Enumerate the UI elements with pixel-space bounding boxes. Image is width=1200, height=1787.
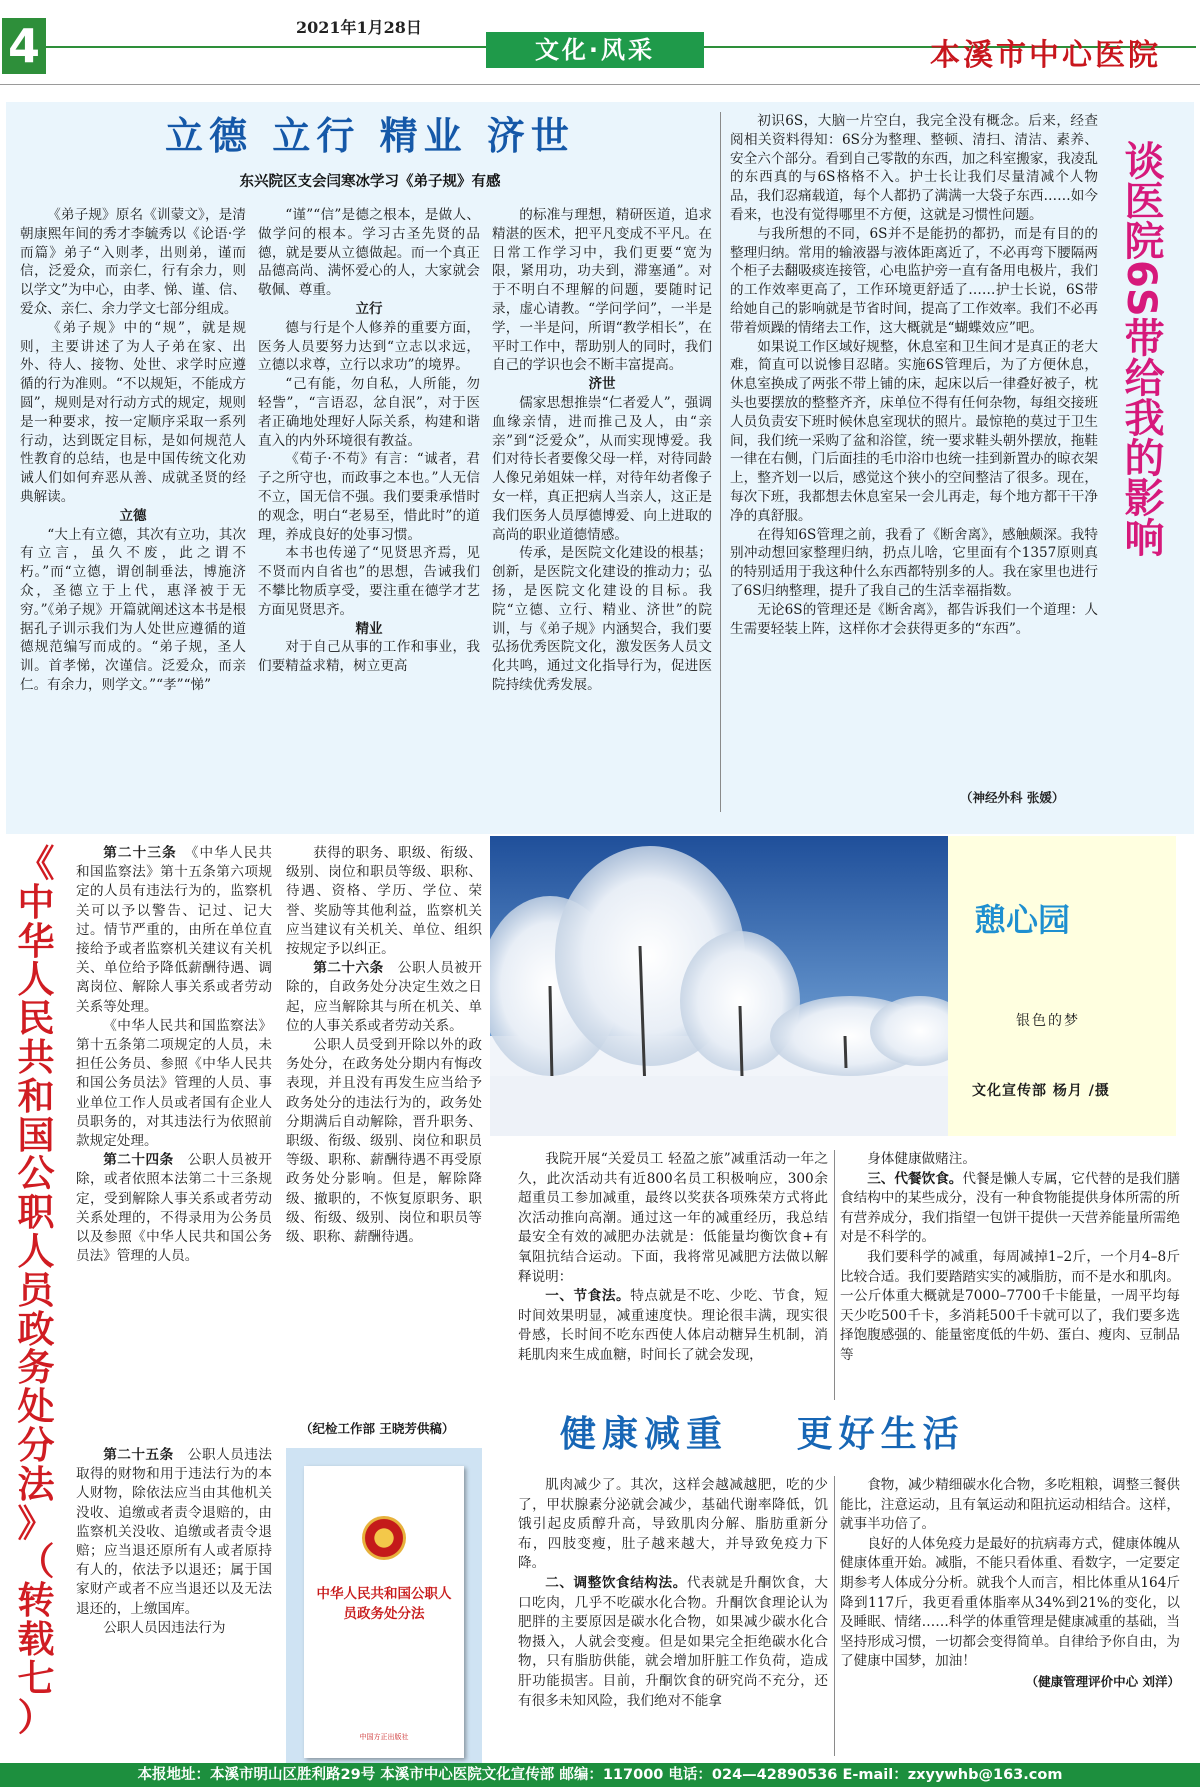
article3-title-part-1: 健康减重 [560,1414,729,1455]
article2-body [730,112,1098,812]
law-title-char: 》 [17,1501,55,1545]
paragraph: 传承，是医院文化建设的根基；创新，是医院文化建设的推动力；弘扬，是医院文化建设的目标。我院“立德、立行、精业、济世”的院训，与《弟子规》内涵契合，我们要弘扬优秀医院文化，激发医务人员文化共鸣，通过文化指导行为，促进医院持续优秀发展。 [492,545,712,693]
book-title: 中华人民共和国公职人员政务处分法 [316,1586,452,1622]
section-tab: 文化·风采 [486,32,704,68]
column-divider [720,112,721,812]
paragraph: 良好的人体免疫力是最好的抗病毒方式，健康体魄从健康体重开始。减脂，不能只看体重、看数字，一定要定期参考人体成分分析。就我个人而言，相比体重从164斤降到117斤，我更看重体脂率从34%到21%的变化，以及睡眠、情绪……科学的体重管理是健康减重的基础，当坚持形成习惯，一切都会变得简单。自律给予你自由，为了健康中国梦，加油！ [840,1535,1180,1670]
issue-date: 2021年1月28日 [290,18,428,38]
book-cover-frame [286,1448,482,1776]
paragraph: 身体健康做赌注。 [867,1151,976,1167]
law-title-char: 职 [17,1191,55,1235]
law-vertical-title [6,842,66,1770]
law-title-char: 分 [17,1423,55,1467]
paper-name: 本溪市中心医院 [930,38,1161,73]
paragraph: 《中华人民共和国监察法》第十五条第二项规定的人员，未担任公务员、参照《中华人民共和国公务员法》管理的人员、事业单位工作人员或者国有企业人员职务的，对其违法行为依照前款规定处理。 [76,1017,272,1150]
paragraph: 本书也传递了“见贤思齐焉，见不贤而内自省也”的思想，告诫我们不攀比物质享受，要注重在德学才艺方面见贤思齐。 [258,545,480,618]
paragraph: 初识6S，大脑一片空白，我完全没有概念。后来，经查阅相关资料得知：6S分为整理、整顿、清扫、清洁、素养、安全六个部分。看到自己零散的东西，加之科室搬家，我凌乱的东西真的与6S格格不入。护士长让我们尽量清减个人物品，我们忍痛载道，每个人都扔了满满一大袋子东西……如今看来，也没有觉得哪里不方便，这就是习惯性问题。 [730,113,1098,223]
law-title-char: ） [17,1695,55,1739]
law-title-char: 法 [17,1462,55,1506]
article3-column-4 [840,1476,1180,1776]
article3-column-1 [518,1150,828,1410]
law-title-char: 人 [17,958,55,1002]
paragraph: “大上有立德，其次有立功，其次有立言，虽久不废，此之谓不朽。”而“立德，谓创制垂法，博施济众，圣德立于上代，惠泽被于无穷。”《弟子规》开篇就阐述这本书是根据孔子训示我们为人处世应遵循的道德规范编写而成的。“弟子规，圣人训。首孝悌，次谨信。泛爱众，而亲仁。有余力，则学文。”“孝”“悌” [20,526,246,693]
law-title-char: 处 [17,1385,55,1429]
law-signature: （纪检工作部 王晓芳供稿） [300,1421,455,1436]
law-title-char: 务 [17,1346,55,1390]
paragraph: 第二十三条 《中华人民共和国监察法》第十五条第六项规定的人员有违法行为的，监察机关可以予以警告、记过、记大过。情节严重的，由所在单位直接给予或者监察机关建议有关机关、单位给予降低薪酬待遇、调离岗位、解除人事关系或者劳动关系等处理。 [76,845,273,1015]
paragraph: 肌肉减少了。其次，这样会越减越肥，吃的少了，甲状腺素分泌就会减少，基础代谢率降低，饥饿引起皮质醇升高，导致肌肉分解、脂肪重新分布，四肢变瘦，肚子越来越大，并导致免疫力下降。 [518,1477,828,1572]
paragraph: 第二十四条 公职人员被开除，或者依照本法第二十三条规定，受到解除人事关系或者劳动关系处理的，不得录用为公务员以及参照《中华人民共和国公务员法》管理的人员。 [76,1152,273,1265]
law-title-char: 华 [17,919,55,963]
photo-credit: 文化宣传部 杨月 /摄 [972,1083,1110,1099]
paragraph: 的标准与理想，精研医道，追求精湛的医术，把平凡变成不平凡。在日常工作学习中，我们更要“宽为限，紧用功，功夫到，滞塞通”。对于不明白不理解的问题，要随时记录，虚心请教。“学问学问”，一半是学，一半是问，所谓“教学相长”，在平时工作中，帮助别人的同时，我们自己的学识也会不断丰富提高。 [492,207,712,374]
column-divider [834,1476,835,1756]
paragraph: 三、代餐饮食。代餐是懒人专属，它代替的是我们膳食结构中的某些成分，没有一种食物能提供身体所需的所有营养成分，我们指望一包饼干提供一天营养能量所需绝对是不科学的。 [840,1170,1181,1246]
law-title-char: 公 [17,1152,55,1196]
law-title-char: 国 [17,1113,55,1157]
law-title-char: （ [17,1540,55,1584]
law-title-char: 七 [17,1656,55,1700]
law-title-char: 人 [17,1229,55,1273]
paragraph: 公职人员因违法行为 [103,1619,226,1636]
law-title-char: 政 [17,1307,55,1351]
snow-trees-photo [490,836,948,1136]
paragraph: 我们要科学的减重，每周减掉1–2斤，一个月4–8斤比较合适。我们要踏踏实实的减脂肪，而不是水和肌肉。一公斤体重大概就是7000–7700千卡能量，一周平均每天少吃500千卡，多消耗500千卡就可以了，我们要多选择饱腹感强的、能量密度低的牛奶、蛋白、瘦肉、豆制品等 [840,1248,1180,1363]
article3-title [490,1405,1190,1465]
article2-signature: （神经外科 张媛） [960,790,1065,805]
law-title-char: 载 [17,1617,55,1661]
photo-title: 银色的梦 [1016,1013,1080,1029]
law-title-char: 员 [17,1268,55,1312]
paragraph: 《弟子规》中的“规”，就是规则，主要讲述了为人子弟在家、出外、待人、接物、处世、求学时应遵循的行为准则。“不以规矩，不能成方圆”，规则是对行动方式的规定，规则是一种要求，按一定顺序采取一系列行动，达到既定目标，是如何规范人性教育的总结，也是中国传统文化劝诫人们如何弃恶从善、成就圣贤的经典解读。 [20,319,246,505]
paragraph: “谨”“信”是德之根本，是做人、做学问的根本。学习古圣先贤的品德，就是要从立德做起。而一个真正品德高尚、满怀爱心的人，大家就会敬佩、尊重。 [258,207,480,299]
law-title-char: 转 [17,1579,55,1623]
paragraph: 获得的职务、职级、衔级、级别、岗位和职员等级、职称、待遇、资格、学历、学位、荣誉、奖励等其他利益，监察机关应当建议有关机关、单位、组织按规定予以纠正。 [286,845,482,958]
article3-column-3 [518,1476,828,1776]
book-publisher: 中国方正出版社 [359,1733,409,1741]
law-title-char: 民 [17,997,55,1041]
paragraph: 儒家思想推崇“仁者爱人”，强调血缘亲情，进而推己及人，由“亲亲”到“泛爱众”，从而实现博爱。我们对待长者要像父母一样，对待同龄人像兄弟姐妹一样，对待年幼者像子女一样，真正把病人当亲人，这正是我们医务人员厚德博爱、向上进取的高尚的职业道德情感。 [492,394,712,543]
law-title-char: 中 [17,880,55,924]
paragraph: 如果说工作区域好规整，休息室和卫生间才是真正的老大难，简直可以说惨目忍睹。实施6S管理后，为了方便休息，休息室换成了两张不带上铺的床，起床以后一律叠好被子，枕头也要摆放的整整齐齐，床单位不得有任何杂物，每组交接班人员负责安下班时候休息室现状的照片。最惊艳的莫过于卫生间，我们统一采购了盆和浴筐，统一要求鞋头朝外摆放，拖鞋一律在右侧，门后面挂的毛巾浴巾也统一挂到新置办的晾衣架上，整齐划一以后，感觉这个狭小的空间整洁了很多。现在，每次下班，我都想去休息室呆一会儿再走，每个地方都干干净净的真舒服。 [730,338,1098,524]
paragraph: 与我所想的不同，6S并不是能扔的都扔，而是有目的的整理归纳。常用的输液器与液体距离近了，不必再弯下腰隔两个柜子去翻吸痰连接管，心电监护旁一直有备用电极片，我们的工作效率更高了，工作环境更舒适了……护士长说，6S带给她自己的影响就是节省时间，提高了工作效率。我们不必再带着烦躁的情绪去工作，这大概就是“蝴蝶效应”吧。 [730,225,1098,336]
law-title-char: 共 [17,1035,55,1079]
subhead-jishi: 济世 [588,376,616,393]
paragraph: 在得知6S管理之前，我看了《断舍离》，感触颇深。我特别冲动想回家整理归纳，扔点儿啥，它里面有个1357原则真的特别适用于我这种什么东西都特别多的人。我在家里也进行了6S归纳整理，提升了我自己的生活幸福指数。 [730,526,1098,599]
paragraph: 食物，减少精细碳水化合物，多吃粗粮，调整三餐供能比，注意运动，且有氧运动和阻抗运动相结合。这样，就事半功倍了。 [840,1477,1180,1533]
book-cover [304,1466,464,1758]
subhead-jingye: 精业 [355,620,383,637]
paragraph: 二、调整饮食结构法。代表就是升酮饮食，大口吃肉，几乎不吃碳水化合物。升酮饮食理论认为肥胖的主要原因是碳水化合物，如果减少碳水化合物摄入，人就会变瘦。但是如果完全拒绝碳水化合物，只有脂肪供能，就会增加肝脏工作负荷，造成肝功能损害。目前，升酮饮食的研究尚不充分，还有很多未知风险，我们绝对不能拿 [518,1574,829,1709]
article1-title: 立德 立行 精业 济世 [165,114,575,158]
paragraph: 我院开展“关爱员工 轻盈之旅”减重活动一年之久，此次活动共有近800名员工积极响应，300余超重员工参加减重，最终以奖获各项殊荣方式将此次活动推向高潮。通过这一年的减重经历，我总结最安全有效的减肥办法就是：低能量均衡饮食+有氧阻抗结合运动。下面，我将常见减肥方法做以解释说明： [518,1151,828,1285]
article1-column-2 [258,206,480,826]
subhead-lixing: 立行 [355,300,383,317]
paragraph: 公职人员受到开除以外的政务处分，在政务处分期内有悔改表现，并且没有再发生应当给予政务处分的违法行为的，政务处分期满后自动解除，晋升职务、职级、衔级、级别、岗位和职员等级、职称、薪酬待遇不再受原政务处分影响。但是，解除降级、撤职的，不恢复原职务、职级、衔级、级别、岗位和职员等级、职称、薪酬待遇。 [286,1037,482,1246]
page-number: 4 [2,18,46,74]
paragraph: 《弟子规》原名《训蒙文》，是清朝康熙年间的秀才李毓秀以《论语·学而篇》弟子“入则孝，出则弟，谨而信，泛爱众，而亲仁，行有余力，则以学文”为中心，由孝、悌、谨、信、爱众、亲仁、余力学文七部分组成。 [20,207,246,317]
law-column-1-continued [76,1446,272,1776]
column-name: 憩心园 [974,901,1071,939]
photo-caption-panel [948,836,1176,1136]
header-divider [0,84,1200,85]
paragraph: 第二十六条 公职人员被开除的，自政务处分决定生效之日起，应当解除其与所在机关、单位的人事关系或者劳动关系。 [286,960,483,1034]
article3-title-part-2: 更好生活 [796,1414,965,1455]
article2-title [1110,140,1172,570]
article1-subtitle: 东兴院区支会闫寒冰学习《弟子规》有感 [239,174,501,190]
law-column-2 [286,844,482,1434]
law-title-char: 和 [17,1074,55,1118]
paragraph: 无论6S的管理还是《断舍离》，都告诉我们一个道理：人生需要轻装上阵，这样你才会获得更多的“东西”。 [730,601,1098,637]
paragraph: 对于自己从事的工作和事业，我们要精益求精，树立更高 [258,639,480,675]
article1-column-1 [20,206,246,826]
article1-column-3 [492,206,712,826]
column-divider [834,1150,835,1400]
article3-signature: （健康管理评价中心 刘洋） [1025,1673,1180,1689]
paragraph: 《荀子·不苟》有言：“诚者，君子之所守也，而政事之本也。”人无信不立，国无信不强。我们要秉承惜时的观念，明白“老易至，惜此时”的道理，养成良好的处事习惯。 [258,451,480,543]
footer-bar: 本报地址：本溪市明山区胜利路29号 本溪市中心医院文化宣传部 邮编：117000 电话：024—42890536 E-mail：zxyywhb@163.com [0,1763,1200,1787]
paragraph: 德与行是个人修养的重要方面，医务人员要努力达到“立志以求远，立德以求尊，立行以求功”的境界。 [258,319,480,374]
article2-title-text: 谈医院6S带给我的影响 [1118,140,1164,557]
paragraph: “己有能，勿自私，人所能，勿轻訾”，“言语忍，忿自泯”，对于医者正确地处理好人际关系，构建和谐直入的内外环境很有教益。 [258,376,480,449]
national-emblem-icon [362,1516,406,1560]
paragraph: 第二十五条 公职人员违法取得的财物和用于违法行为的本人财物，除依法应当由其他机关没收、追缴或者责令退赔的，由监察机关没收、追缴或者责令退赔；应当退还原所有人或者原持有人的，依法予以退还；属于国家财产或者不应当退还以及无法退还的，上缴国库。 [76,1447,273,1617]
law-title-char: 《 [17,842,55,885]
law-column-1 [76,844,272,1444]
article3-column-2 [840,1150,1180,1410]
paragraph: 一、节食法。特点就是不吃、少吃、节食，短时间效果明显，减重速度快。理论很丰满，现实很骨感，长时间不吃东西使人体启动糖异生机制，消耗肌肉来生成血糖，时间长了就会发现， [518,1288,829,1363]
subhead-lide: 立德 [119,507,147,524]
